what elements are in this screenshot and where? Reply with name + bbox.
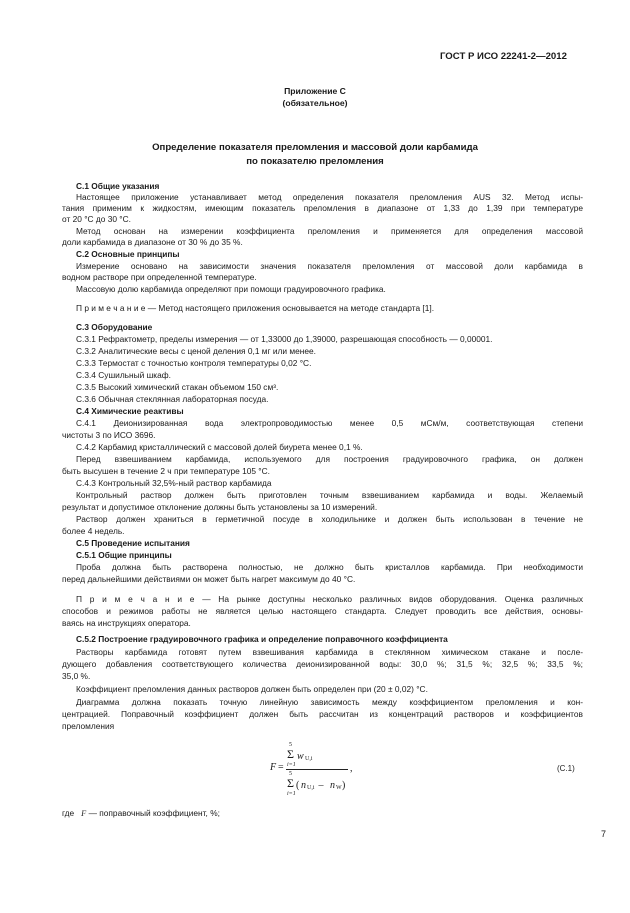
text-line: Массовую долю карбамида определяют при помощи градуировочного графика. (76, 284, 386, 294)
text-line: Метод основан на измерении коэффициента преломления и применяется для определения массовой (76, 226, 583, 236)
main-title-line-1: Определение показателя преломления и массовой доли карбамида (152, 142, 478, 153)
text-line: Раствор должен храниться в герметичной посуде в холодильнике и должен быть использован в течение не (76, 514, 583, 524)
formula-number: (С.1) (557, 764, 575, 773)
text-line: Контрольный раствор должен быть приготовлен точным взвешиванием карбамида и воды. Желаемый (76, 490, 583, 500)
note-line: способов и режимов работы не является целью настоящего стандарта. Следует проводить все действия, основы- (62, 606, 583, 616)
sum-upper-limit: 5 (289, 742, 292, 748)
page-number: 7 (601, 829, 607, 839)
text-line: С.4.3 Контрольный 32,5%-ный раствор карбамида (76, 478, 272, 488)
formula-lhs: F (270, 762, 277, 773)
text-line: преломления (62, 721, 115, 731)
sum-lower-limit: i=1 (287, 762, 296, 768)
text-line: дующего добавления соответствующего количества деионизированной воды: 30,0 %; 31,5 %; 32,5 %; 33,5 %; (62, 659, 583, 669)
denominator-minus: – (316, 780, 326, 791)
sum-sigma: Σ (287, 776, 294, 790)
sum-sigma: Σ (287, 747, 294, 761)
text-line: С.3.3 Термостат с точностью контроля температуры 0,02 °С. (76, 358, 312, 368)
denominator-n2: n (330, 780, 335, 791)
section-heading-c3: С.3 Оборудование (76, 322, 153, 332)
section-heading-c2: С.2 Основные принципы (76, 249, 180, 259)
numerator-variable: w (297, 751, 304, 762)
where-definition: — поправочный коэффициент, %; (88, 808, 220, 818)
text-line: С.4.1 Деионизированная вода электропроводимостью менее 0,5 мСм/м, соответствующая степени (76, 418, 583, 428)
annex-title: Приложение С (284, 86, 346, 96)
text-line: результат и допустимое отклонение должны быть установлены за 10 измерений. (62, 502, 378, 512)
standard-header: ГОСТ Р ИСО 22241-2—2012 (440, 51, 567, 62)
text-line: Измерение основано на зависимости значения показателя преломления от массовой доли карбамида в (76, 261, 583, 271)
where-prefix: где (62, 808, 75, 818)
note-line: П р и м е ч а н и е — На рынке доступны несколько различных видов оборудования. Оценка различных (76, 594, 583, 604)
text-line: С.4.2 Карбамид кристаллический с массовой долей биурета менее 0,1 %. (76, 442, 363, 452)
denominator-subscript-1: U,i (307, 785, 315, 791)
denominator-n1: n (301, 780, 306, 791)
section-heading-c52: С.5.2 Построение градуировочного графика и определение поправочного коэффициента (76, 634, 448, 644)
text-line: Растворы карбамида готовят путем взвешивания карбамида в стеклянном химическом стакане и после- (76, 647, 583, 657)
where-line (62, 808, 220, 819)
text-line: тания применим к жидкостям, имеющим показатель преломления в диапазоне от 1,33 до 1,39 при температуре (62, 203, 583, 213)
text-line: С.3.2 Аналитические весы с ценой деления 0,1 мг или менее. (76, 346, 316, 356)
note-line: ваясь на инструкциях оператора. (62, 618, 191, 628)
text-line: Диаграмма должна показать точную линейную зависимость между коэффициентом преломления и кон- (76, 697, 583, 707)
text-line: С.3.4 Сушильный шкаф. (76, 370, 171, 380)
text-line: центрацией. Поправочный коэффициент должен быть рассчитан из концентраций растворов и коэффициентов (62, 709, 583, 719)
text-line: перед дальнейшими действиями он может быть нагрет максимум до 40 °С. (62, 574, 356, 584)
annex-subtitle: (обязательное) (282, 98, 348, 108)
text-line: С.3.6 Обычная стеклянная лабораторная посуда. (76, 394, 269, 404)
section-heading-c4: С.4 Химические реактивы (76, 406, 184, 416)
sum-lower-limit: i=1 (287, 791, 296, 797)
paren-open: ( (296, 780, 300, 791)
numerator-subscript: U,i (305, 756, 313, 762)
text-line: Перед взвешиванием карбамида, используемого для построения градуировочного графика, он должен (76, 454, 583, 464)
text-line: С.3.5 Высокий химический стакан объемом 150 см³. (76, 382, 279, 392)
main-title-line-2: по показателю преломления (246, 156, 384, 167)
section-heading-c5: С.5 Проведение испытания (76, 538, 190, 548)
text-line: более 4 недель. (62, 526, 125, 536)
text-line: 35,0 %. (62, 671, 91, 681)
where-variable: F (81, 809, 87, 818)
denominator-subscript-2: W (336, 785, 342, 791)
text-line: Настоящее приложение устанавливает метод определения показателя преломления AUS 32. Метод испы- (76, 192, 583, 202)
section-heading-c1: С.1 Общие указания (76, 181, 160, 191)
text-line: С.3.1 Рефрактометр, пределы измерения — от 1,33000 до 1,39000, разрешающая способность — 0,00001. (76, 334, 493, 344)
formula-comma: , (350, 763, 353, 774)
text-line: чистоты 3 по ИСО 3696. (62, 430, 156, 440)
paren-close: ) (342, 780, 346, 791)
fraction-bar (286, 769, 348, 770)
text-line: водном растворе при определенной температуре. (62, 272, 257, 282)
note-line: П р и м е ч а н и е — Метод настоящего приложения основывается на методе стандарта [1]. (76, 303, 435, 313)
text-line: Коэффициент преломления данных растворов должен быть определен при (20 ± 0,02) °С. (76, 684, 428, 694)
text-line: Проба должна быть растворена полностью, не должно быть кристаллов карбамида. При необходимости (76, 562, 583, 572)
text-line: доли карбамида в диапазоне от 30 % до 35 %. (62, 237, 243, 247)
text-line: от 20 °С до 30 °С. (62, 214, 131, 224)
formula-equals: = (278, 762, 284, 773)
section-heading-c51: С.5.1 Общие принципы (76, 550, 172, 560)
sum-upper-limit: 5 (289, 771, 292, 777)
text-line: быть высушен в течение 2 ч при температуре 105 °С. (62, 466, 270, 476)
